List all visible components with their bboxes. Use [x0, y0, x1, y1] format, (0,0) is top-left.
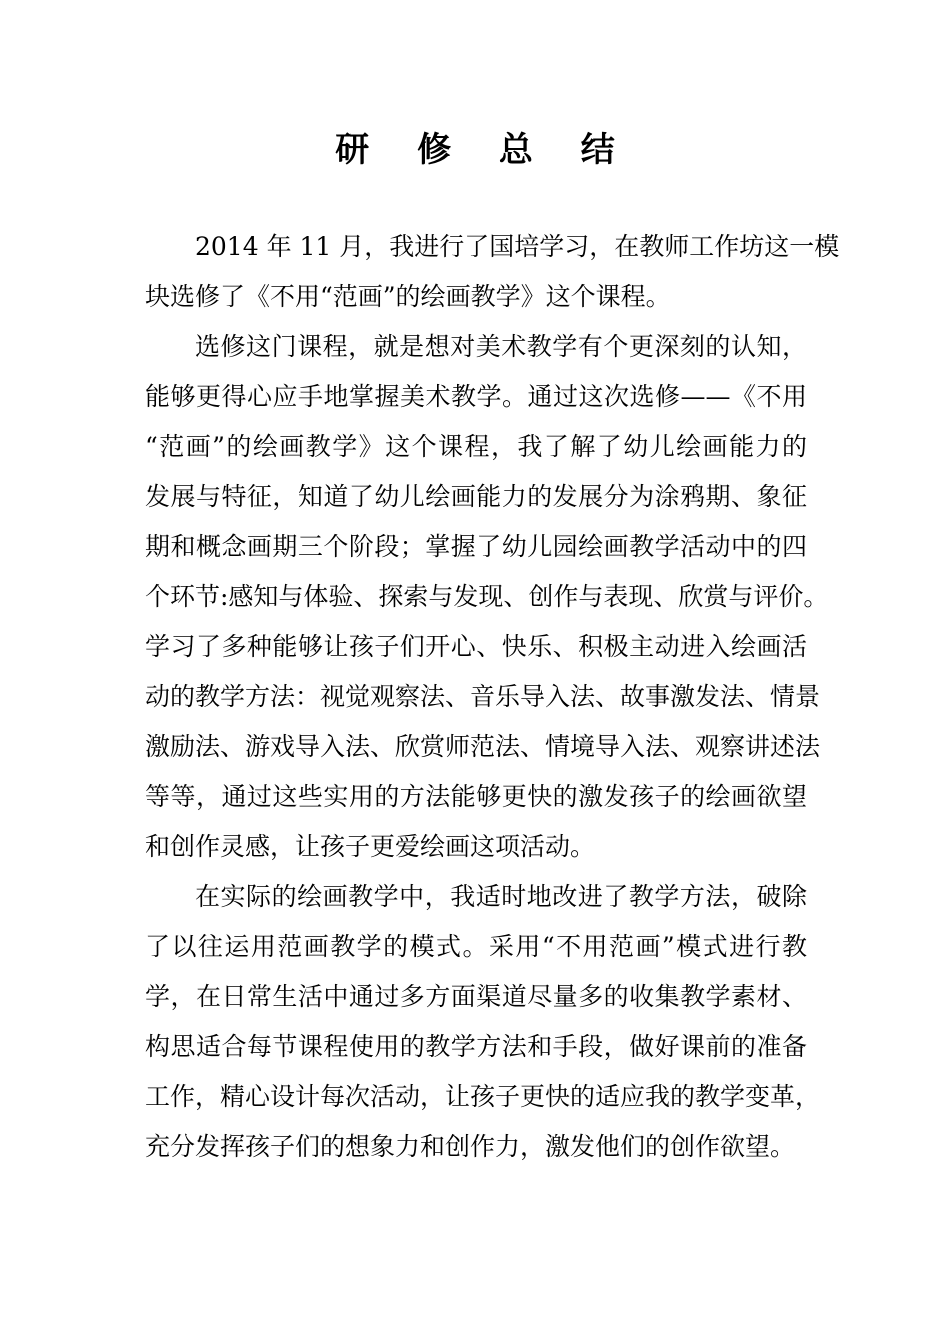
paragraph-line: 和创作灵感，让孩子更爱绘画这项活动。 [145, 832, 596, 861]
paragraph-line: 了以往运用范画教学的模式。采用“不用范画”模式进行教 [145, 932, 807, 961]
paragraph-line: 块选修了《不用“范画”的绘画教学》这个课程。 [145, 282, 671, 311]
paragraph-line: “范画”的绘画教学》这个课程，我了解了幼儿绘画能力的 [145, 432, 807, 461]
paragraph-line: 学习了多种能够让孩子们开心、快乐、积极主动进入绘画活 [145, 632, 807, 661]
paragraph-2 [145, 322, 829, 872]
paragraph-line: 学，在日常生活中通过多方面渠道尽量多的收集教学素材、 [145, 982, 807, 1011]
paragraph-3 [145, 872, 821, 1172]
document-body [145, 222, 840, 1172]
document-title: 研 修 总 结 [335, 130, 633, 170]
paragraph-line: 工作，精心设计每次活动，让孩子更快的适应我的教学变革， [145, 1082, 821, 1111]
paragraph-line: 等等，通过这些实用的方法能够更快的激发孩子的绘画欲望 [145, 782, 807, 811]
paragraph-line: 充分发挥孩子们的想象力和创作力，激发他们的创作欲望。 [145, 1132, 796, 1161]
paragraph-line: 个环节:感知与体验、探索与发现、创作与表现、欣赏与评价。 [145, 582, 829, 611]
paragraph-line: 激励法、游戏导入法、欣赏师范法、情境导入法、观察讲述法 [145, 732, 821, 761]
paragraph-line: 选修这门课程，就是想对美术教学有个更深刻的认知， [195, 332, 807, 361]
paragraph-line: 期和概念画期三个阶段；掌握了幼儿园绘画教学活动中的四 [145, 532, 807, 561]
paragraph-line: 构思适合每节课程使用的教学方法和手段，做好课前的准备 [145, 1032, 807, 1061]
paragraph-1 [145, 222, 840, 322]
paragraph-line: 在实际的绘画教学中，我适时地改进了教学方法，破除 [195, 882, 807, 911]
paragraph-line: 发展与特征，知道了幼儿绘画能力的发展分为涂鸦期、象征 [145, 482, 807, 511]
paragraph-line: 动的教学方法：视觉观察法、音乐导入法、故事激发法、情景 [145, 682, 821, 711]
paragraph-line: 2014 年 11 月，我进行了国培学习，在教师工作坊这一模 [195, 232, 840, 261]
paragraph-line: 能够更得心应手地掌握美术教学。通过这次选修——《不用 [145, 382, 807, 411]
